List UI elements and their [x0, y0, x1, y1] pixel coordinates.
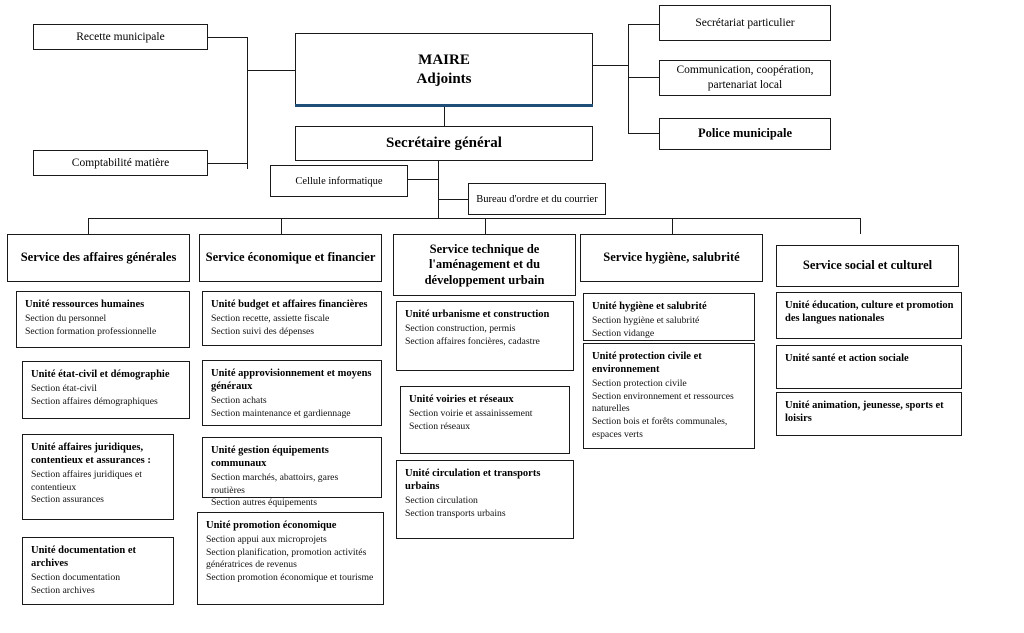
connector — [408, 179, 439, 180]
unit-box-4-0[interactable] — [776, 292, 962, 339]
connector — [207, 163, 248, 164]
connector-bus — [88, 218, 860, 219]
unit-box-0-2[interactable] — [22, 434, 174, 520]
unit-line-1-0-0: Section recette, assiette fiscale — [211, 313, 330, 325]
unit-line-0-1-1: Section affaires démographiques — [31, 395, 158, 407]
box-maire-adjoints[interactable] — [295, 33, 593, 107]
secretariat-label: Secrétariat particulier — [695, 16, 795, 29]
maire-label: MAIRE — [418, 52, 470, 69]
connector — [672, 218, 673, 234]
unit-box-3-1[interactable] — [583, 343, 755, 449]
unit-title-1-3: Unité promotion économique — [206, 520, 337, 531]
maire-accent-bar — [295, 104, 593, 107]
unit-line-1-2-0: Section marchés, abattoirs, gares routières — [211, 472, 339, 496]
connector — [438, 199, 468, 200]
box-comptabilite-matiere[interactable] — [33, 150, 208, 176]
unit-box-3-0[interactable] — [583, 293, 755, 341]
unit-line-3-1-0: Section protection civile — [592, 378, 687, 390]
unit-line-2-2-1: Section transports urbains — [405, 507, 506, 519]
unit-line-1-1-1: Section maintenance et gardiennage — [211, 407, 351, 419]
connector — [628, 133, 659, 134]
unit-box-4-1[interactable] — [776, 345, 962, 389]
unit-title-0-0: Unité ressources humaines — [25, 299, 145, 310]
unit-line-3-1-1: Section environnement et ressources naturelles — [592, 390, 734, 415]
unit-title-3-0: Unité hygiène et salubrité — [592, 301, 707, 312]
unit-title-1-0: Unité budget et affaires financières — [211, 299, 368, 310]
unit-title-1-2: Unité gestion équipements communaux — [211, 445, 329, 470]
unit-box-0-3[interactable] — [22, 537, 174, 605]
connector — [860, 218, 861, 234]
unit-line-1-2-1: Section autres équipements — [211, 497, 317, 509]
unit-box-1-3[interactable] — [197, 512, 384, 605]
unit-line-1-3-1: Section planification, promotion activités génératrices de revenus — [206, 546, 367, 571]
unit-title-2-0: Unité urbanisme et construction — [405, 309, 550, 320]
unit-box-0-1[interactable] — [22, 361, 190, 419]
service-label-0: Service des affaires générales — [20, 250, 177, 265]
communication-label-1: Communication, coopération, — [676, 64, 814, 77]
box-cellule-informatique[interactable] — [270, 165, 408, 197]
unit-line-0-0-0: Section du personnel — [25, 313, 107, 325]
unit-title-2-1: Unité voiries et réseaux — [409, 394, 514, 405]
unit-line-0-3-0: Section documentation — [31, 572, 121, 584]
unit-line-1-3-2: Section promotion économique et tourisme — [206, 571, 374, 583]
recette-label: Recette municipale — [76, 30, 165, 43]
unit-line-3-1-2: Section bois et forêts communales, espaces verts — [592, 416, 728, 440]
unit-title-4-0: Unité éducation, culture et promotion des langues nationales — [785, 300, 954, 325]
secretaire-general-label: Secrétaire général — [386, 135, 502, 152]
comptabilite-label: Comptabilité matière — [71, 156, 170, 169]
unit-title-0-2: Unité affaires juridiques, contentieux et assurances : — [31, 442, 151, 467]
connector — [281, 218, 282, 234]
unit-box-2-2[interactable] — [396, 460, 574, 539]
service-label-1: Service économique et financier — [205, 250, 376, 265]
service-label-2: Service technique de l'aménagement et du développement urbain — [424, 241, 545, 287]
connector — [444, 106, 445, 127]
unit-title-2-2: Unité circulation et transports urbains — [405, 468, 541, 493]
unit-line-2-1-0: Section voirie et assainissement — [409, 408, 533, 420]
service-box-0[interactable] — [7, 234, 190, 282]
box-communication[interactable] — [659, 60, 831, 96]
unit-title-4-2: Unité animation, jeunesse, sports et loisirs — [785, 400, 944, 425]
unit-line-2-0-1: Section affaires foncières, cadastre — [405, 335, 540, 347]
unit-line-2-0-0: Section construction, permis — [405, 323, 516, 335]
connector — [88, 218, 89, 234]
unit-title-0-1: Unité état-civil et démographie — [31, 369, 170, 380]
connector — [628, 24, 629, 134]
unit-line-3-0-0: Section hygiène et salubrité — [592, 315, 700, 327]
connector — [593, 65, 629, 66]
service-box-2[interactable] — [393, 234, 576, 296]
connector — [628, 77, 659, 78]
connector — [485, 218, 486, 234]
box-recette-municipale[interactable] — [33, 24, 208, 50]
communication-label-2: partenariat local — [707, 79, 783, 91]
unit-box-1-0[interactable] — [202, 291, 382, 346]
connector — [628, 24, 659, 25]
cellule-label: Cellule informatique — [295, 175, 383, 187]
unit-box-0-0[interactable] — [16, 291, 190, 348]
service-box-1[interactable] — [199, 234, 382, 282]
adjoints-label: Adjoints — [416, 71, 472, 87]
unit-box-4-2[interactable] — [776, 392, 962, 436]
service-box-3[interactable] — [580, 234, 763, 282]
unit-box-2-0[interactable] — [396, 301, 574, 371]
box-police-municipale[interactable] — [659, 118, 831, 150]
unit-title-3-1: Unité protection civile et environnement — [592, 351, 702, 376]
unit-box-1-2[interactable] — [202, 437, 382, 509]
connector — [247, 37, 248, 169]
unit-line-1-1-0: Section achats — [211, 395, 267, 407]
unit-box-2-1[interactable] — [400, 386, 570, 454]
unit-title-1-1: Unité approvisionnement et moyens généraux — [211, 368, 372, 393]
unit-line-0-2-1: Section assurances — [31, 494, 104, 506]
police-label: Police municipale — [697, 126, 793, 141]
unit-line-0-0-1: Section formation professionnelle — [25, 325, 157, 337]
unit-line-1-3-0: Section appui aux microprojets — [206, 534, 327, 546]
service-box-4[interactable] — [776, 245, 959, 287]
unit-title-0-3: Unité documentation et archives — [31, 545, 136, 570]
box-secretariat-particulier[interactable] — [659, 5, 831, 41]
unit-title-4-1: Unité santé et action sociale — [785, 353, 909, 364]
unit-line-0-1-0: Section état-civil — [31, 383, 97, 395]
box-bureau-ordre-courrier[interactable] — [468, 183, 606, 215]
connector — [438, 161, 439, 218]
unit-box-1-1[interactable] — [202, 360, 382, 426]
connector — [247, 70, 295, 71]
unit-line-1-0-1: Section suivi des dépenses — [211, 325, 315, 337]
unit-line-0-3-1: Section archives — [31, 584, 95, 596]
connector — [207, 37, 248, 38]
unit-line-3-0-1: Section vidange — [592, 327, 655, 339]
unit-line-2-2-0: Section circulation — [405, 495, 478, 507]
service-label-4: Service social et culturel — [802, 258, 933, 273]
bureau-label: Bureau d'ordre et du courrier — [476, 193, 598, 205]
box-secretaire-general[interactable] — [295, 126, 593, 161]
unit-line-0-2-0: Section affaires juridiques et contentieux — [31, 469, 142, 493]
service-label-3: Service hygiène, salubrité — [603, 250, 740, 265]
unit-line-2-1-1: Section réseaux — [409, 420, 471, 432]
